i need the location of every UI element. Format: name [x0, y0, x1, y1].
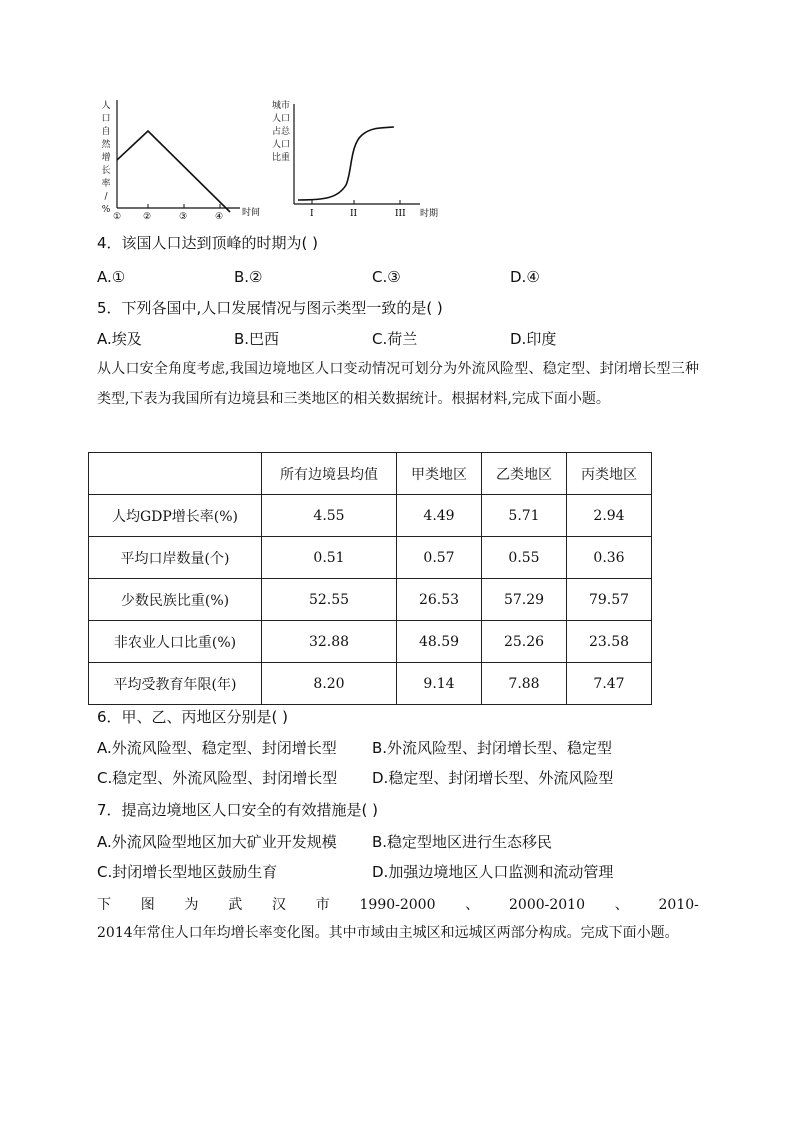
option-c[interactable]: C.稳定型、外流风险型、封闭增长型 — [97, 769, 338, 787]
option-c[interactable]: C.封闭增长型地区鼓励生育 — [97, 863, 278, 881]
table-header-cell: 甲类地区 — [397, 453, 482, 495]
intro-word: 2010- — [658, 897, 699, 913]
table-cell: 48.59 — [397, 621, 482, 663]
table-cell: 32.88 — [262, 621, 397, 663]
material-intro-wuhan-line1 — [97, 895, 699, 915]
row-label: 平均受教育年限(年) — [89, 663, 262, 705]
table-row — [89, 537, 652, 579]
option-b[interactable]: B.② — [234, 268, 263, 286]
growth-rate-chart — [100, 98, 270, 223]
option-b[interactable]: B.稳定型地区进行生态移民 — [372, 833, 553, 851]
table-cell: 5.71 — [482, 495, 567, 537]
material-intro-border-population: 从人口安全角度考虑,我国边境地区人口变动情况可划分为外流风险型、稳定型、封闭增长型三种类型,下表为我国所有边境县和三类地区的相关数据统计。根据材料,完成下面小题。 — [97, 361, 699, 407]
material-intro-wuhan-rest: 2014年常住人口年均增长率变化图。其中市域由主城区和远城区两部分构成。完成下面小题。 — [97, 925, 679, 941]
y-axis-label — [100, 100, 112, 217]
option-a[interactable]: A.外流风险型地区加大矿业开发规模 — [97, 833, 337, 851]
option-d[interactable]: D.印度 — [510, 330, 557, 348]
y-axis-label-char: 长 — [101, 166, 111, 176]
intro-word: 、 — [465, 897, 480, 913]
table-cell: 4.55 — [262, 495, 397, 537]
y-axis-label-char: 率 — [101, 179, 111, 189]
y-axis-label-char: 然 — [101, 140, 111, 150]
x-axis-label: 时期 — [420, 209, 439, 219]
option-d[interactable]: D.加强边境地区人口监测和流动管理 — [372, 863, 614, 881]
table-row — [89, 663, 652, 705]
x-tick-label: ④ — [215, 212, 224, 222]
table-header-cell: 所有边境县均值 — [262, 453, 397, 495]
table-cell: 52.55 — [262, 579, 397, 621]
y-axis-label-char: 增 — [101, 153, 111, 163]
option-d[interactable]: D.④ — [510, 268, 540, 286]
table-cell: 79.57 — [567, 579, 652, 621]
x-tick-label: I — [310, 209, 314, 219]
table-row — [89, 621, 652, 663]
table-cell: 57.29 — [482, 579, 567, 621]
x-tick-label: ① — [113, 212, 122, 222]
table-cell: 4.49 — [397, 495, 482, 537]
y-axis-label-char: 城市 — [271, 101, 290, 111]
table-cell: 8.20 — [262, 663, 397, 705]
y-axis-label-char: 人 — [101, 101, 111, 111]
table-cell: 7.88 — [482, 663, 567, 705]
table-row — [89, 579, 652, 621]
question-5-stem: 5．下列各国中,人口发展情况与图示类型一致的是( ) — [97, 299, 443, 317]
y-axis-label-char: % — [101, 205, 111, 215]
y-axis-label-char: 人口 — [271, 114, 290, 124]
table-cell: 0.57 — [397, 537, 482, 579]
option-c[interactable]: C.③ — [372, 268, 401, 286]
intro-word: 武 — [228, 897, 243, 913]
question-6-stem: 6．甲、乙、丙地区分别是( ) — [97, 708, 289, 726]
option-a[interactable]: A.外流风险型、稳定型、封闭增长型 — [97, 739, 337, 757]
row-label: 平均口岸数量(个) — [89, 537, 262, 579]
table-cell: 23.58 — [567, 621, 652, 663]
table-cell: 0.55 — [482, 537, 567, 579]
border-population-table — [88, 452, 652, 705]
y-axis-label-char: 人口 — [271, 140, 290, 150]
figure-urbanization-curve — [270, 100, 450, 225]
table-cell: 2.94 — [567, 495, 652, 537]
table-cell: 7.47 — [567, 663, 652, 705]
y-axis-label-char: 自 — [101, 127, 111, 137]
option-d[interactable]: D.稳定型、封闭增长型、外流风险型 — [372, 769, 614, 787]
figure-natural-growth-rate — [100, 98, 270, 223]
x-axis-label: 时间 — [242, 208, 261, 218]
intro-word: 为 — [184, 897, 199, 913]
y-axis-label-char: / — [104, 192, 108, 202]
table-cell: 25.26 — [482, 621, 567, 663]
urbanization-chart — [270, 100, 450, 225]
intro-word: 下 — [97, 897, 111, 913]
table-cell: 0.51 — [262, 537, 397, 579]
option-c[interactable]: C.荷兰 — [372, 330, 418, 348]
x-tick-label: III — [395, 209, 406, 219]
intro-word: 1990-2000 — [359, 897, 436, 913]
row-label: 人均GDP增长率(%) — [89, 495, 262, 537]
x-tick-label: II — [350, 209, 358, 219]
y-axis-label-char: 口 — [101, 114, 111, 124]
y-axis-label — [270, 100, 292, 165]
question-7-stem: 7．提高边境地区人口安全的有效措施是( ) — [97, 801, 379, 819]
intro-word: 图 — [140, 897, 155, 913]
table-header-row — [89, 453, 652, 495]
question-4-stem: 4．该国人口达到顶峰的时期为( ) — [97, 234, 319, 252]
intro-word: 、 — [614, 897, 629, 913]
intro-word: 市 — [315, 897, 330, 913]
urbanization-curve-line — [298, 127, 394, 200]
table-cell: 0.36 — [567, 537, 652, 579]
growth-rate-line — [117, 131, 230, 212]
intro-word: 汉 — [272, 897, 286, 913]
intro-word: 2000-2010 — [509, 897, 585, 913]
table-cell: 26.53 — [397, 579, 482, 621]
x-tick-label: ② — [143, 212, 152, 222]
option-a[interactable]: A.埃及 — [97, 330, 142, 348]
y-axis-label-char: 占总 — [271, 127, 290, 137]
table-header-cell: 丙类地区 — [567, 453, 652, 495]
table-header-cell — [89, 453, 262, 495]
option-b[interactable]: B.外流风险型、封闭增长型、稳定型 — [372, 739, 613, 757]
row-label: 少数民族比重(%) — [89, 579, 262, 621]
table-row — [89, 495, 652, 537]
option-b[interactable]: B.巴西 — [234, 330, 280, 348]
x-tick-label: ③ — [179, 212, 188, 222]
table-cell: 9.14 — [397, 663, 482, 705]
table-header-cell: 乙类地区 — [482, 453, 567, 495]
y-axis-label-char: 比重 — [271, 153, 290, 163]
option-a[interactable]: A.① — [97, 268, 126, 286]
row-label: 非农业人口比重(%) — [89, 621, 262, 663]
